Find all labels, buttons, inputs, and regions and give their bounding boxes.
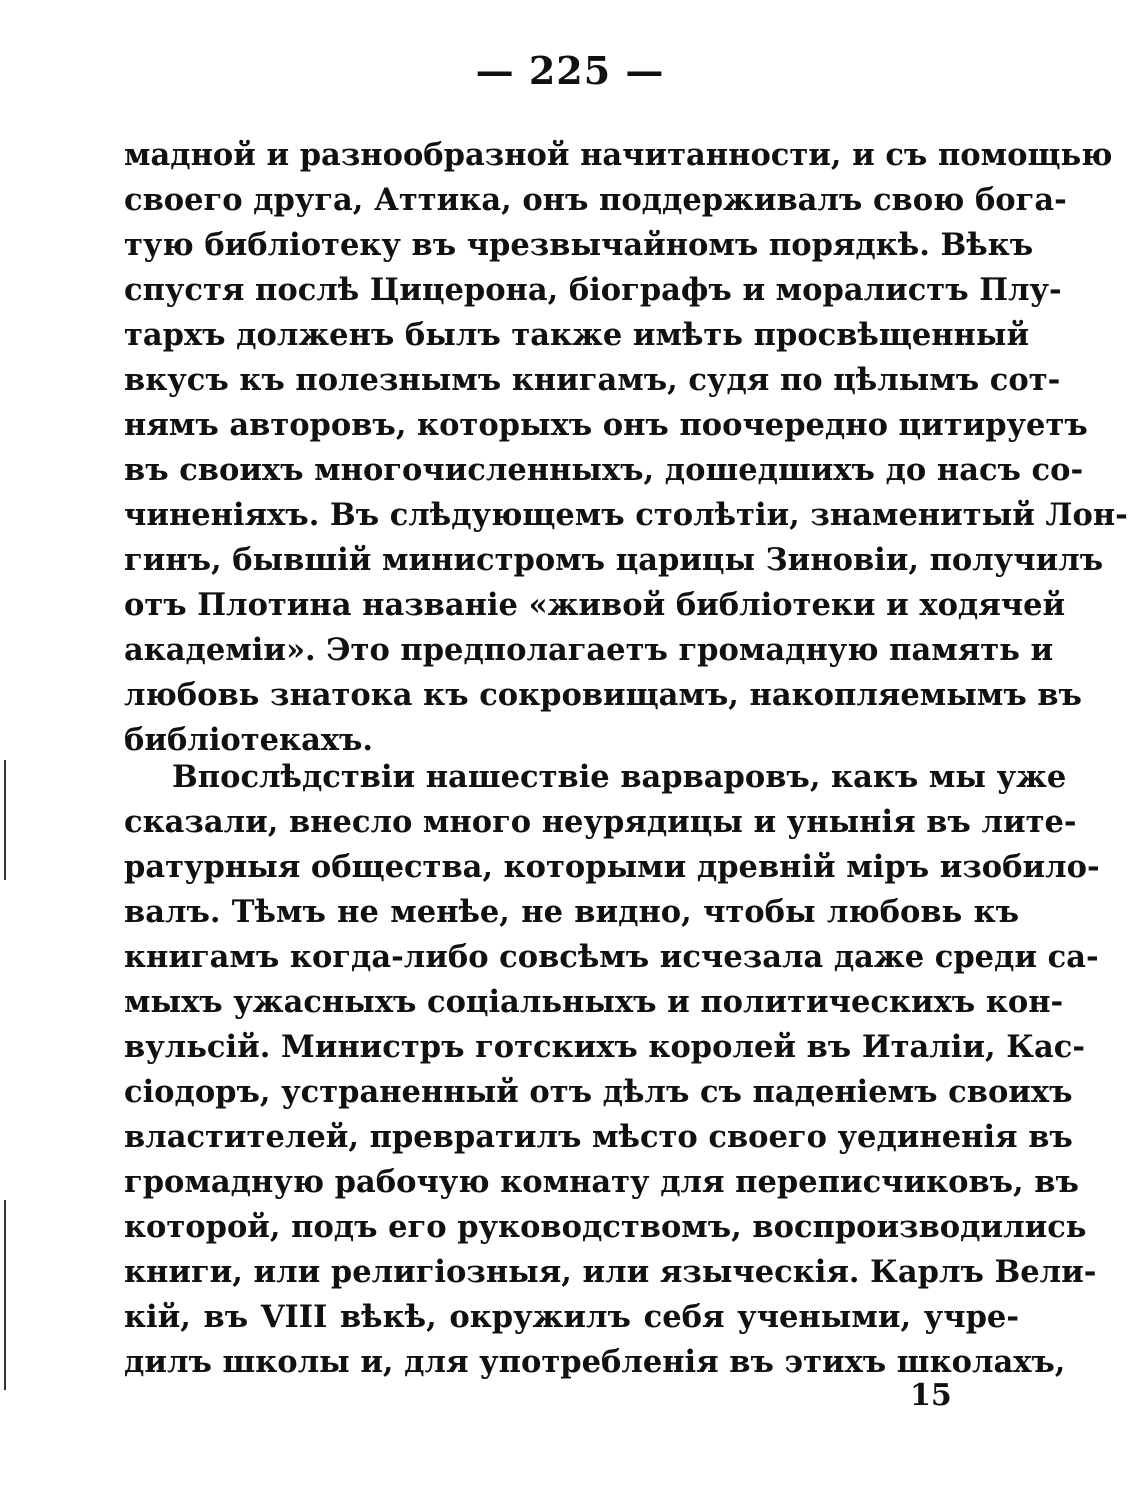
text-line: тархъ долженъ былъ также имѣть просвѣщенный — [124, 317, 1030, 353]
margin-scan-line — [4, 760, 6, 880]
text-line: академіи». Это предполагаетъ громадную память и — [124, 632, 1054, 668]
paragraph-1 — [124, 133, 1128, 763]
text-line: книгамъ когда-либо совсѣмъ исчезала даже среди са- — [124, 939, 1099, 975]
text-line: чиненіяхъ. Въ слѣдующемъ столѣтіи, знаменитый Лон- — [124, 497, 1128, 533]
text-line: своего друга, Аттика, онъ поддерживалъ свою бога- — [124, 182, 1067, 218]
text-line: кій, въ VIII вѣкѣ, окружилъ себя учеными, учре- — [124, 1299, 1019, 1335]
text-line: валъ. Тѣмъ не менѣе, не видно, чтобы любовь къ — [124, 894, 1019, 930]
text-line: нямъ авторовъ, которыхъ онъ поочередно цитируетъ — [124, 407, 1088, 443]
text-line: громадную рабочую комнату для переписчиковъ, въ — [124, 1164, 1079, 1200]
text-line: сказали, внесло много неурядицы и унынія въ лите- — [124, 804, 1077, 840]
text-line: библіотекахъ. — [124, 722, 374, 758]
text-line: спустя послѣ Цицерона, біографъ и моралистъ Плу- — [124, 272, 1062, 308]
text-line: въ своихъ многочисленныхъ, дошедшихъ до насъ со- — [124, 452, 1084, 488]
text-line: гинъ, бывшій министромъ царицы Зиновіи, получилъ — [124, 542, 1104, 578]
signature-mark: 15 — [910, 1378, 952, 1413]
text-line: дилъ школы и, для употребленія въ этихъ школахъ, — [124, 1344, 1066, 1380]
margin-scan-line — [4, 1200, 6, 1390]
text-line: книги, или религіозныя, или языческія. Карлъ Вели- — [124, 1254, 1097, 1290]
text-line: властителей, превратилъ мѣсто своего уединенія въ — [124, 1119, 1073, 1155]
text-line: вульсій. Министръ готскихъ королей въ Италіи, Кас- — [124, 1029, 1085, 1065]
text-line: мыхъ ужасныхъ соціальныхъ и политическихъ кон- — [124, 984, 1064, 1020]
text-line: любовь знатока къ сокровищамъ, накопляемымъ въ — [124, 677, 1082, 713]
text-line: тую библіотеку въ чрезвычайномъ порядкѣ. Вѣкъ — [124, 227, 1034, 263]
text-line: отъ Плотина названіе «живой библіотеки и ходячей — [124, 587, 1066, 623]
text-line: ратурныя общества, которыми древній міръ изобило- — [124, 849, 1100, 885]
paragraph-2 — [124, 755, 1100, 1385]
page-number: — 225 — — [475, 48, 665, 93]
text-line: вкусъ къ полезнымъ книгамъ, судя по цѣлымъ сот- — [124, 362, 1061, 398]
text-line: Впослѣдствіи нашествіе варваровъ, какъ мы уже — [172, 759, 1067, 795]
text-line: которой, подъ его руководствомъ, воспроизводились — [124, 1209, 1087, 1245]
text-line: мадной и разнообразной начитанности, и съ помощью — [124, 137, 1113, 173]
text-line: сіодоръ, устраненный отъ дѣлъ съ паденіемъ своихъ — [124, 1074, 1073, 1110]
